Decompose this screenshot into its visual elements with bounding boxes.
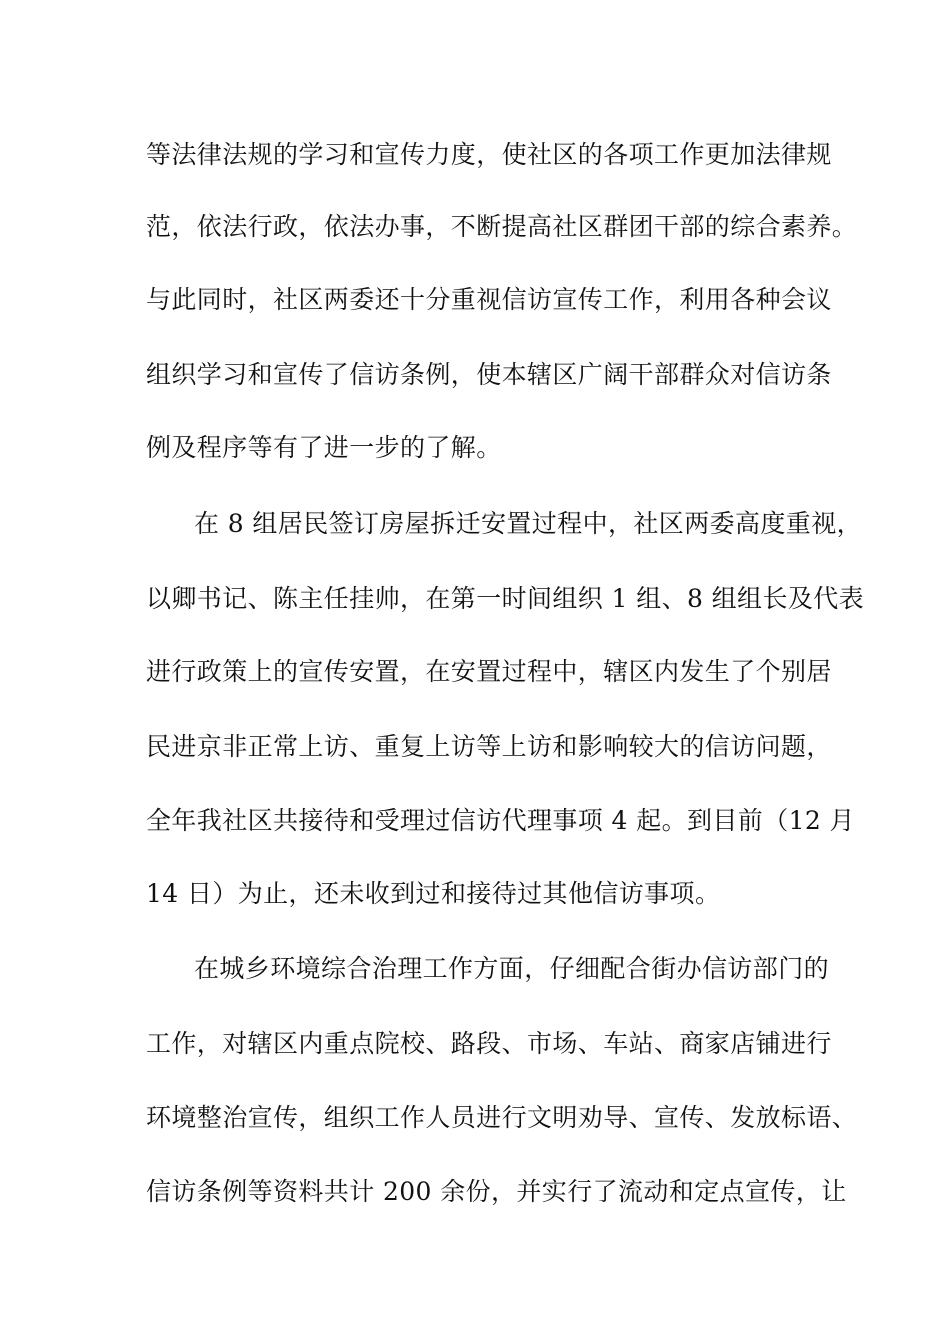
- body-text-line: 14 日）为止，还未收到过和接待过其他信访事项。: [146, 879, 721, 908]
- body-text-line: 进行政策上的宣传安置，在安置过程中，辖区内发生了个别居: [146, 657, 832, 686]
- body-text-line: 民进京非正常上访、重复上访等上访和影响较大的信访问题，: [146, 732, 832, 761]
- body-text-line: 等法律法规的学习和宣传力度，使社区的各项工作更加法律规: [146, 140, 832, 169]
- body-text-line: 全年我社区共接待和受理过信访代理事项 4 起。到目前（12 月: [146, 806, 855, 835]
- paragraph-first-line: 在城乡环境综合治理工作方面，仔细配合街办信访部门的: [194, 954, 830, 983]
- body-text-line: 组织学习和宣传了信访条例，使本辖区广阔干部群众对信访条: [146, 360, 832, 389]
- body-text-line: 环境整治宣传，组织工作人员进行文明劝导、宣传、发放标语、: [146, 1103, 858, 1132]
- body-text-line: 工作，对辖区内重点院校、路段、市场、车站、商家店铺进行: [146, 1029, 832, 1058]
- body-text-line: 例及程序等有了进一步的了解。: [146, 433, 502, 462]
- body-text-line: 范，依法行政，依法办事，不断提高社区群团干部的综合素养。: [146, 212, 858, 241]
- body-text-line: 信访条例等资料共计 200 余份，并实行了流动和定点宣传，让: [146, 1177, 847, 1206]
- paragraph-first-line: 在 8 组居民签订房屋拆迁安置过程中，社区两委高度重视，: [194, 509, 863, 538]
- body-text-line: 与此同时，社区两委还十分重视信访宣传工作，利用各种会议: [146, 285, 832, 314]
- body-text-line: 以卿书记、陈主任挂帅，在第一时间组织 1 组、8 组组长及代表: [146, 584, 865, 613]
